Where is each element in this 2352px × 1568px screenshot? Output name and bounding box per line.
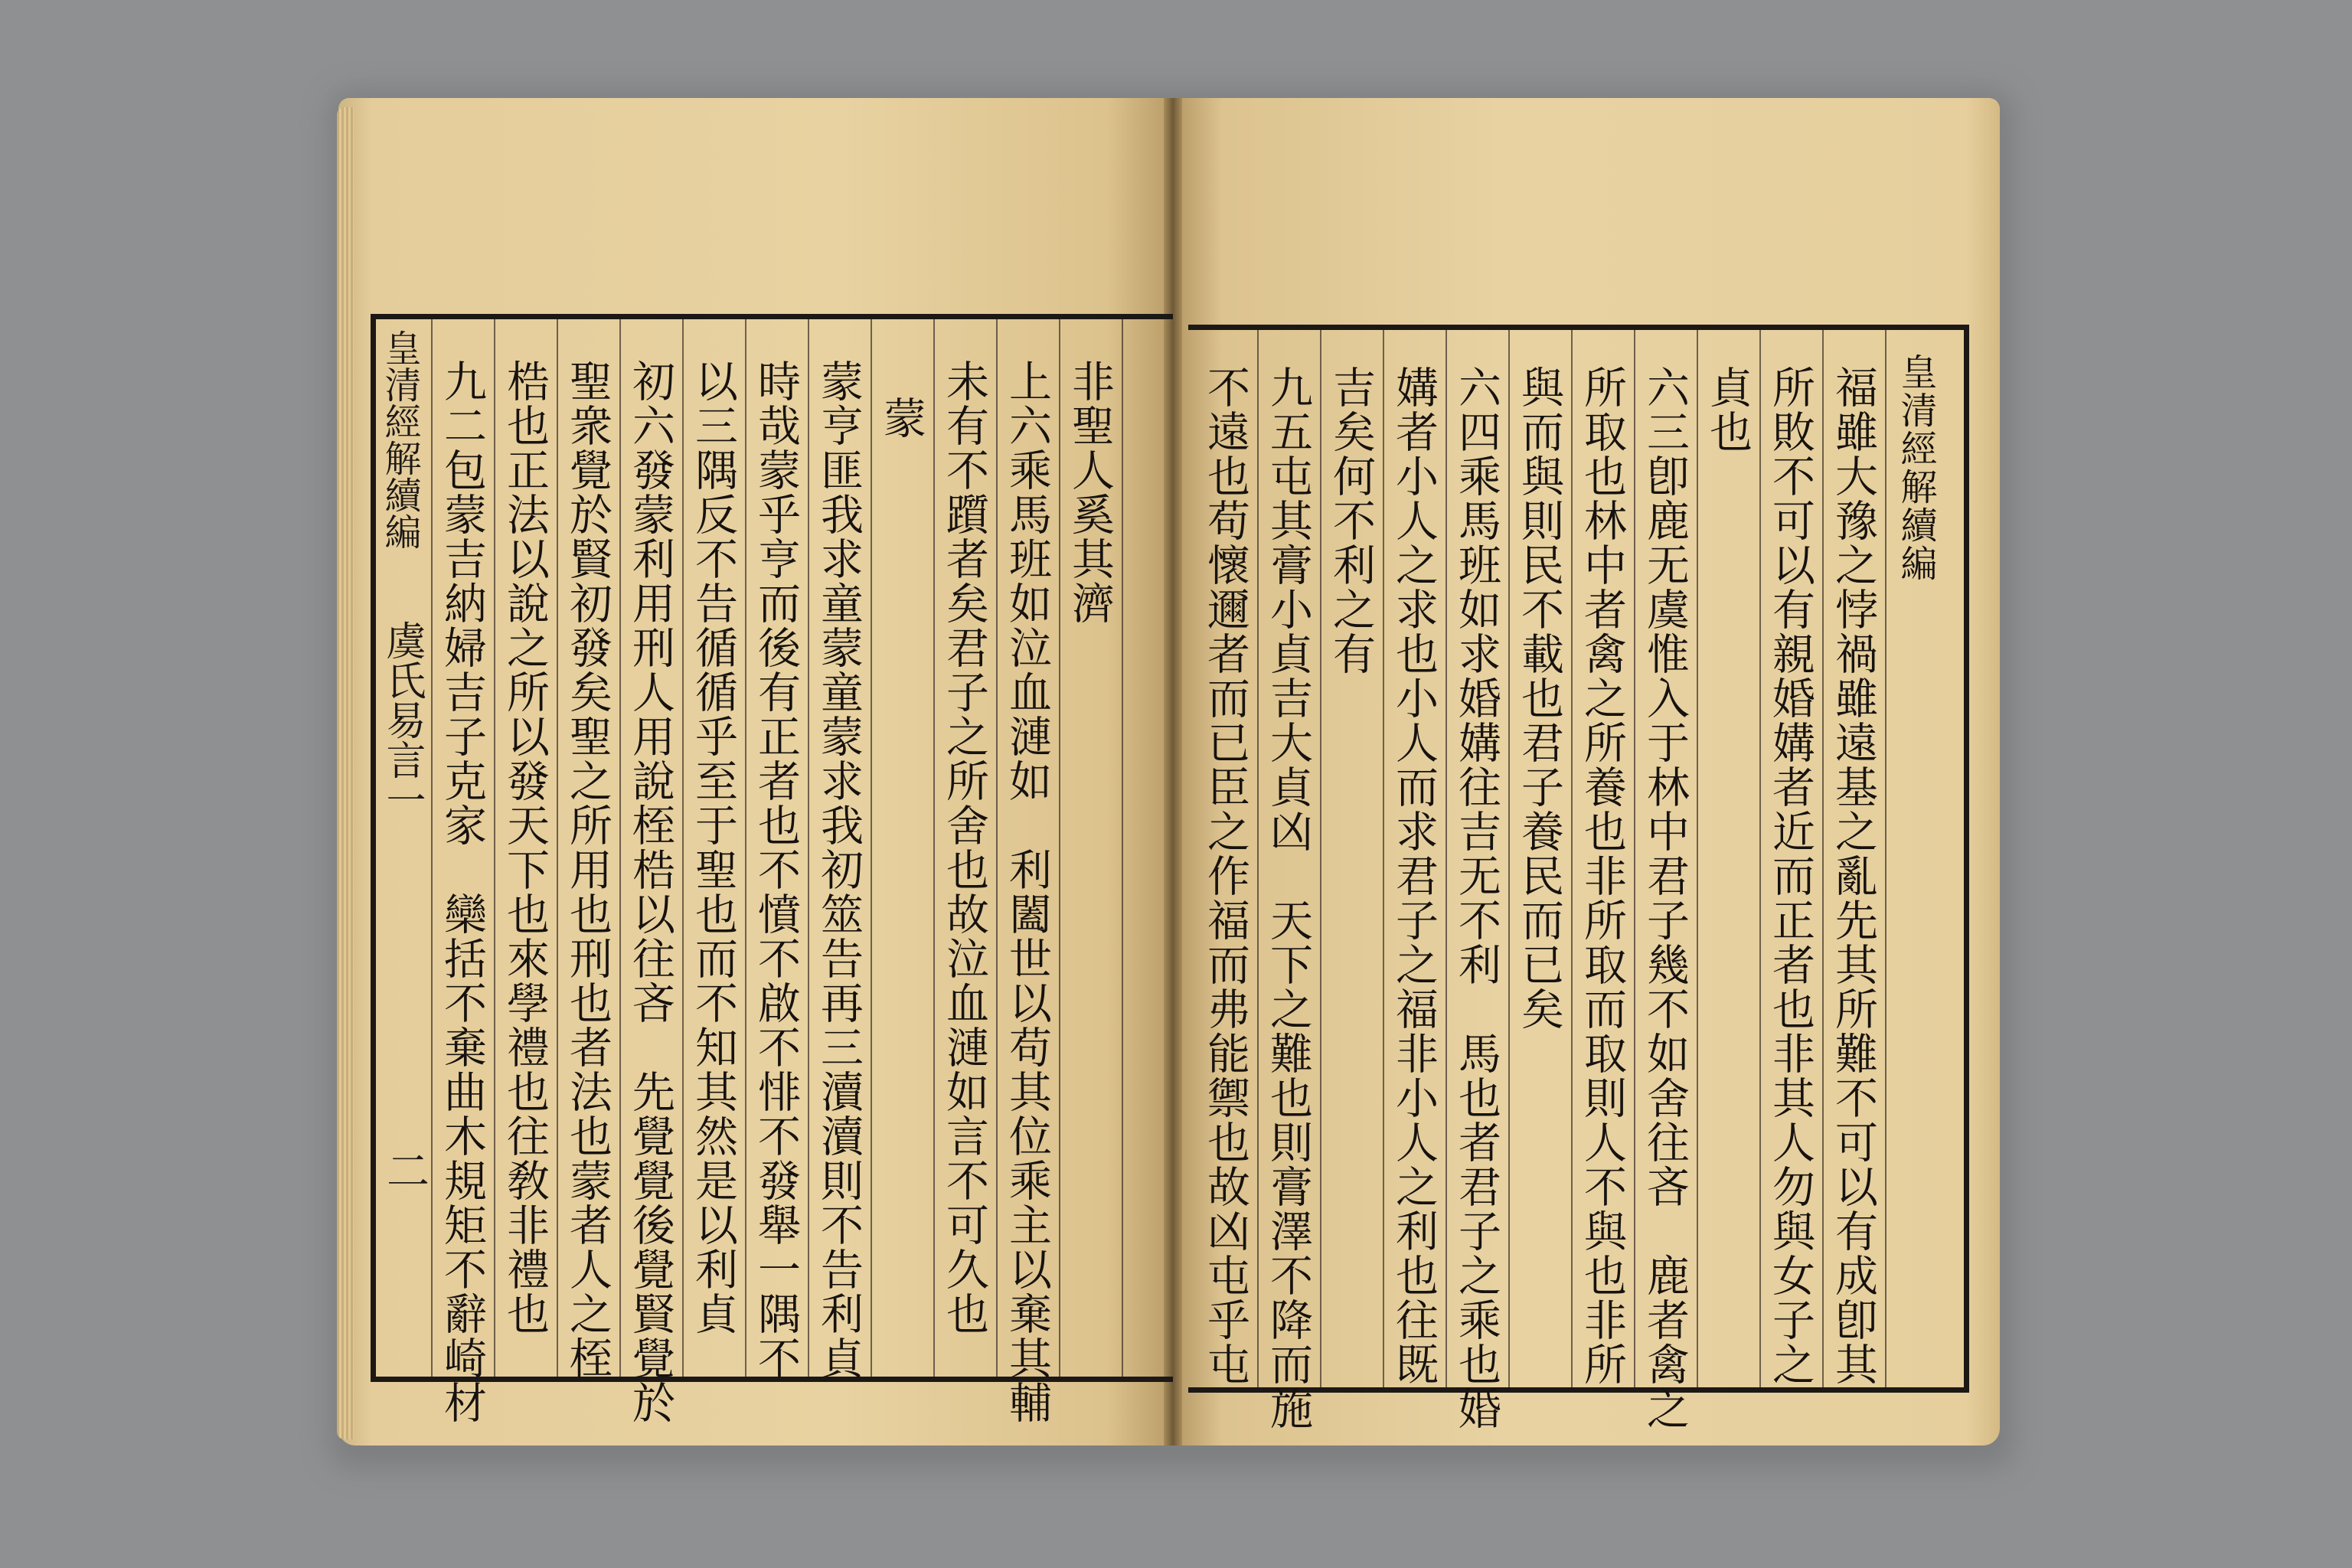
- column-rule: [1508, 330, 1510, 1387]
- text-column: 貞也: [1703, 365, 1753, 454]
- column-rule: [1059, 319, 1060, 1377]
- column-rule: [619, 319, 621, 1377]
- text-column: 與而與則民不載也君子養民而已矣: [1514, 365, 1564, 1031]
- page-edges: [337, 107, 354, 1439]
- column-rule: [933, 319, 935, 1377]
- column-rule: [1320, 330, 1321, 1387]
- right-text-frame: [1188, 325, 1969, 1431]
- column-rule: [1759, 330, 1761, 1387]
- column-rule: [1383, 330, 1384, 1387]
- text-column: 非聖人奚其濟: [1065, 359, 1115, 626]
- text-column: 聖衆覺於賢初發矣聖之所用也刑也者法也蒙者人之桎: [563, 359, 612, 1380]
- column-rule: [1697, 330, 1698, 1387]
- column-rule: [1257, 330, 1259, 1387]
- column-rule: [1446, 330, 1447, 1387]
- text-column: 福雖大豫之悖禍雖遠基之亂先其所難不可以有成卽其: [1828, 365, 1878, 1387]
- text-column: 蒙亨匪我求童蒙童蒙求我初筮告再三瀆瀆則不告利貞: [814, 359, 864, 1380]
- column-rule: [1571, 330, 1573, 1387]
- text-column: 初六發蒙利用刑人用說桎梏以往吝 先覺覺後覺賢覺於: [626, 359, 675, 1425]
- column-rule: [1122, 319, 1123, 1377]
- text-column: 九五屯其膏小貞吉大貞凶 天下之難也則膏澤不降而施: [1263, 365, 1313, 1431]
- text-column: 未有不躓者矣君子之所舍也故泣血漣如言不可久也: [939, 359, 989, 1336]
- left-text-frame: [371, 314, 1173, 1425]
- text-column: 吉矣何不利之有: [1326, 365, 1376, 676]
- text-column: 上六乘馬班如泣血漣如 利闔世以苟其位乘主以棄其輔: [1002, 359, 1052, 1425]
- right-margin-title: 皇清經解續編: [1894, 353, 1937, 583]
- column-rule: [1634, 330, 1635, 1387]
- column-rule: [745, 319, 746, 1377]
- column-rule: [557, 319, 558, 1377]
- column-rule: [682, 319, 684, 1377]
- column-rule: [494, 319, 495, 1377]
- text-column: 九二包蒙吉納婦吉子克家 欒括不棄曲木規矩不辭崎材: [437, 359, 487, 1425]
- column-rule: [996, 319, 998, 1377]
- text-column: 六三卽鹿无虞惟入于林中君子幾不如舍往吝 鹿者禽之: [1640, 365, 1690, 1431]
- column-rule: [431, 319, 433, 1377]
- text-column: 六四乘馬班如求婚媾往吉无不利 馬也者君子之乘也婚: [1452, 365, 1501, 1431]
- page-number: 二: [380, 1148, 430, 1191]
- left-margin-subtitle: 虞氏易言一: [379, 620, 425, 819]
- column-rule: [1885, 330, 1886, 1387]
- column-rule: [871, 319, 872, 1377]
- text-column: 媾者小人之求也小人而求君子之福非小人之利也往既: [1389, 365, 1439, 1387]
- text-column: 時哉蒙乎亨而後有正者也不憤不啟不悱不發舉一隅不: [751, 359, 801, 1380]
- text-column: 所敗不可以有親婚媾者近而正者也非其人勿與女子之: [1766, 365, 1815, 1387]
- text-column: 不遠也苟懷邇者而已臣之作福而弗能禦也故凶屯乎屯: [1200, 365, 1250, 1387]
- text-column: 以三隅反不告循循乎至于聖也而不知其然是以利貞: [688, 359, 738, 1336]
- text-column: 蒙: [877, 396, 926, 440]
- text-column: 所取也林中者禽之所養也非所取而取則人不與也非所: [1577, 365, 1627, 1387]
- column-rule: [1822, 330, 1824, 1387]
- left-margin-title: 皇清經解續編: [378, 329, 421, 550]
- column-rule: [808, 319, 809, 1377]
- text-column: 梏也正法以說之所以發天下也來學禮也往敎非禮也: [500, 359, 550, 1336]
